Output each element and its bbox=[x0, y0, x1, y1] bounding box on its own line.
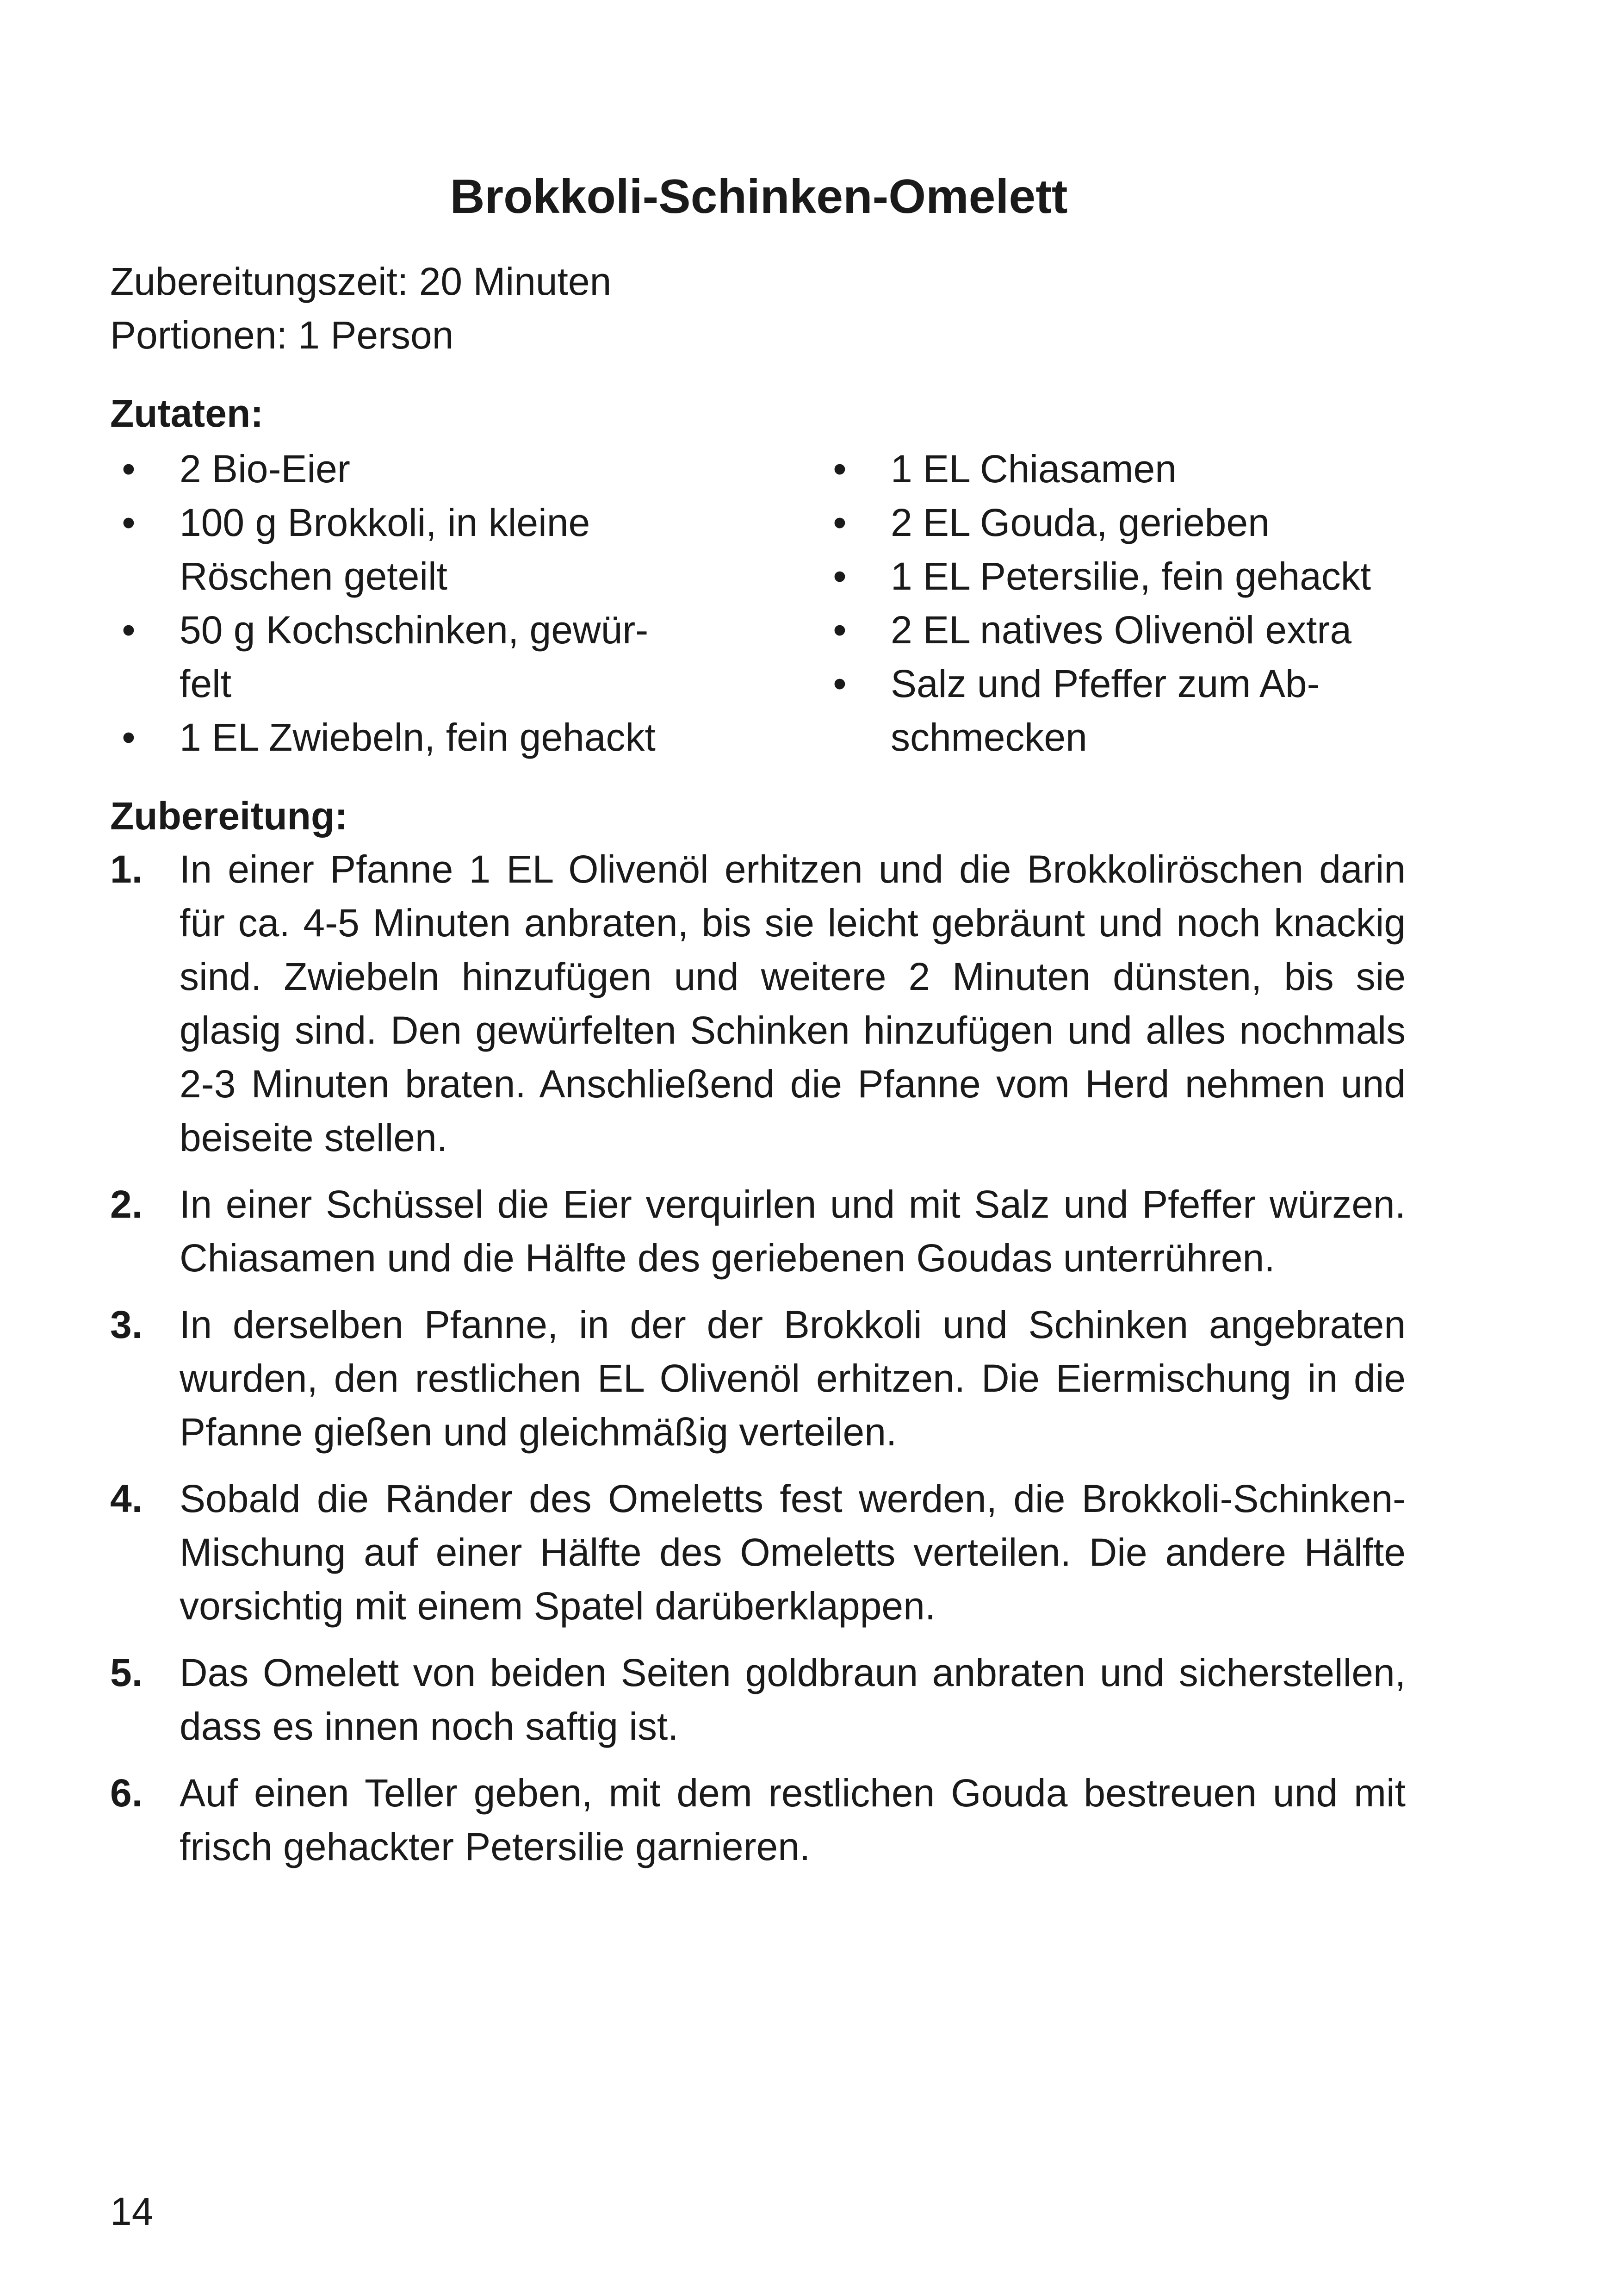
ingredient-item bbox=[110, 603, 684, 710]
step-text: In derselben Pfanne, in der der Brokkoli und Schinken angebraten wurden, den restlichen EL Olivenöl erhitzen. Die Eiermischung in die Pfanne gießen und gleichmäßig verteilen. bbox=[180, 1303, 1406, 1454]
bullet-icon: • bbox=[122, 501, 136, 544]
ingredient-text: 1 EL Chiasamen bbox=[891, 447, 1177, 491]
ingredient-text: Salz und Pfeffer zum Ab-schmecken bbox=[891, 662, 1320, 759]
bullet-icon: • bbox=[833, 662, 847, 705]
prep-time: Zubereitungszeit: 20 Minuten bbox=[110, 260, 612, 303]
step-number: 2. bbox=[110, 1182, 143, 1226]
bullet-icon: • bbox=[122, 716, 136, 759]
bullet-icon: • bbox=[833, 554, 847, 598]
ingredient-item bbox=[110, 710, 684, 764]
ingredient-item bbox=[821, 442, 1423, 496]
step-number: 5. bbox=[110, 1651, 143, 1694]
ingredients-list-right bbox=[821, 442, 1423, 764]
preparation-heading: Zubereitung: bbox=[110, 794, 348, 838]
ingredient-text: 1 EL Petersilie, fein gehackt bbox=[891, 554, 1371, 598]
step-item bbox=[110, 1472, 1406, 1633]
recipe-meta bbox=[110, 255, 611, 362]
bullet-icon: • bbox=[833, 501, 847, 544]
recipe-title: Brokkoli-Schinken-Omelett bbox=[450, 170, 1068, 224]
step-item bbox=[110, 842, 1406, 1164]
ingredient-text: 2 Bio-Eier bbox=[180, 447, 350, 491]
step-item bbox=[110, 1177, 1406, 1285]
ingredient-item bbox=[821, 603, 1423, 657]
step-text: Das Omelett von beiden Seiten goldbraun anbraten und sicherstellen, dass es innen noch saftig ist. bbox=[180, 1651, 1406, 1748]
ingredient-text: 2 EL natives Olivenöl extra bbox=[891, 608, 1352, 652]
step-item bbox=[110, 1766, 1406, 1873]
step-number: 1. bbox=[110, 847, 143, 891]
step-number: 6. bbox=[110, 1771, 143, 1815]
step-number: 3. bbox=[110, 1303, 143, 1346]
bullet-icon: • bbox=[122, 608, 136, 652]
page-number: 14 bbox=[110, 2190, 154, 2233]
ingredient-item bbox=[821, 549, 1423, 603]
step-text: Auf einen Teller geben, mit dem restlichen Gouda bestreuen und mit frisch gehackter Petersilie garnieren. bbox=[180, 1771, 1406, 1868]
ingredient-text: 2 EL Gouda, gerieben bbox=[891, 501, 1270, 544]
step-text: In einer Schüssel die Eier verquirlen und mit Salz und Pfeffer würzen. Chiasamen und die Hälfte des geriebenen Goudas unterrühren. bbox=[180, 1182, 1406, 1280]
ingredients-list-left bbox=[110, 442, 684, 764]
step-item bbox=[110, 1298, 1406, 1459]
bullet-icon: • bbox=[833, 608, 847, 652]
portions: Portionen: 1 Person bbox=[110, 313, 454, 357]
ingredient-item bbox=[110, 496, 684, 603]
ingredient-text: 1 EL Zwiebeln, fein gehackt bbox=[180, 716, 656, 759]
step-text: Sobald die Ränder des Omeletts fest werden, die Brokkoli-Schinken-Mischung auf einer Hälfte des Omeletts verteilen. Die andere Hälfte vorsichtig mit einem Spatel darüberklappen. bbox=[180, 1477, 1406, 1628]
step-item bbox=[110, 1646, 1406, 1753]
ingredient-text: 50 g Kochschinken, gewür-felt bbox=[180, 608, 649, 705]
bullet-icon: • bbox=[122, 447, 136, 491]
preparation-steps bbox=[110, 842, 1406, 1886]
ingredient-text: 100 g Brokkoli, in kleine Röschen geteilt bbox=[180, 501, 590, 598]
bullet-icon: • bbox=[833, 447, 847, 491]
step-number: 4. bbox=[110, 1477, 143, 1520]
ingredient-item bbox=[821, 496, 1423, 549]
ingredient-item bbox=[110, 442, 684, 496]
ingredients-heading: Zutaten: bbox=[110, 392, 264, 435]
step-text: In einer Pfanne 1 EL Olivenöl erhitzen und die Brokkoliröschen darin für ca. 4-5 Minuten anbraten, bis sie leicht gebräunt und noch knackig sind. Zwiebeln hinzufügen und weitere 2 Minuten dünsten, bis sie glasig sind. Den gewürfelten Schinken hinzufügen und alles nochmals 2-3 Minuten braten. Anschließend die Pfanne vom Herd nehmen und beiseite stellen. bbox=[180, 847, 1406, 1159]
ingredient-item bbox=[821, 657, 1423, 764]
